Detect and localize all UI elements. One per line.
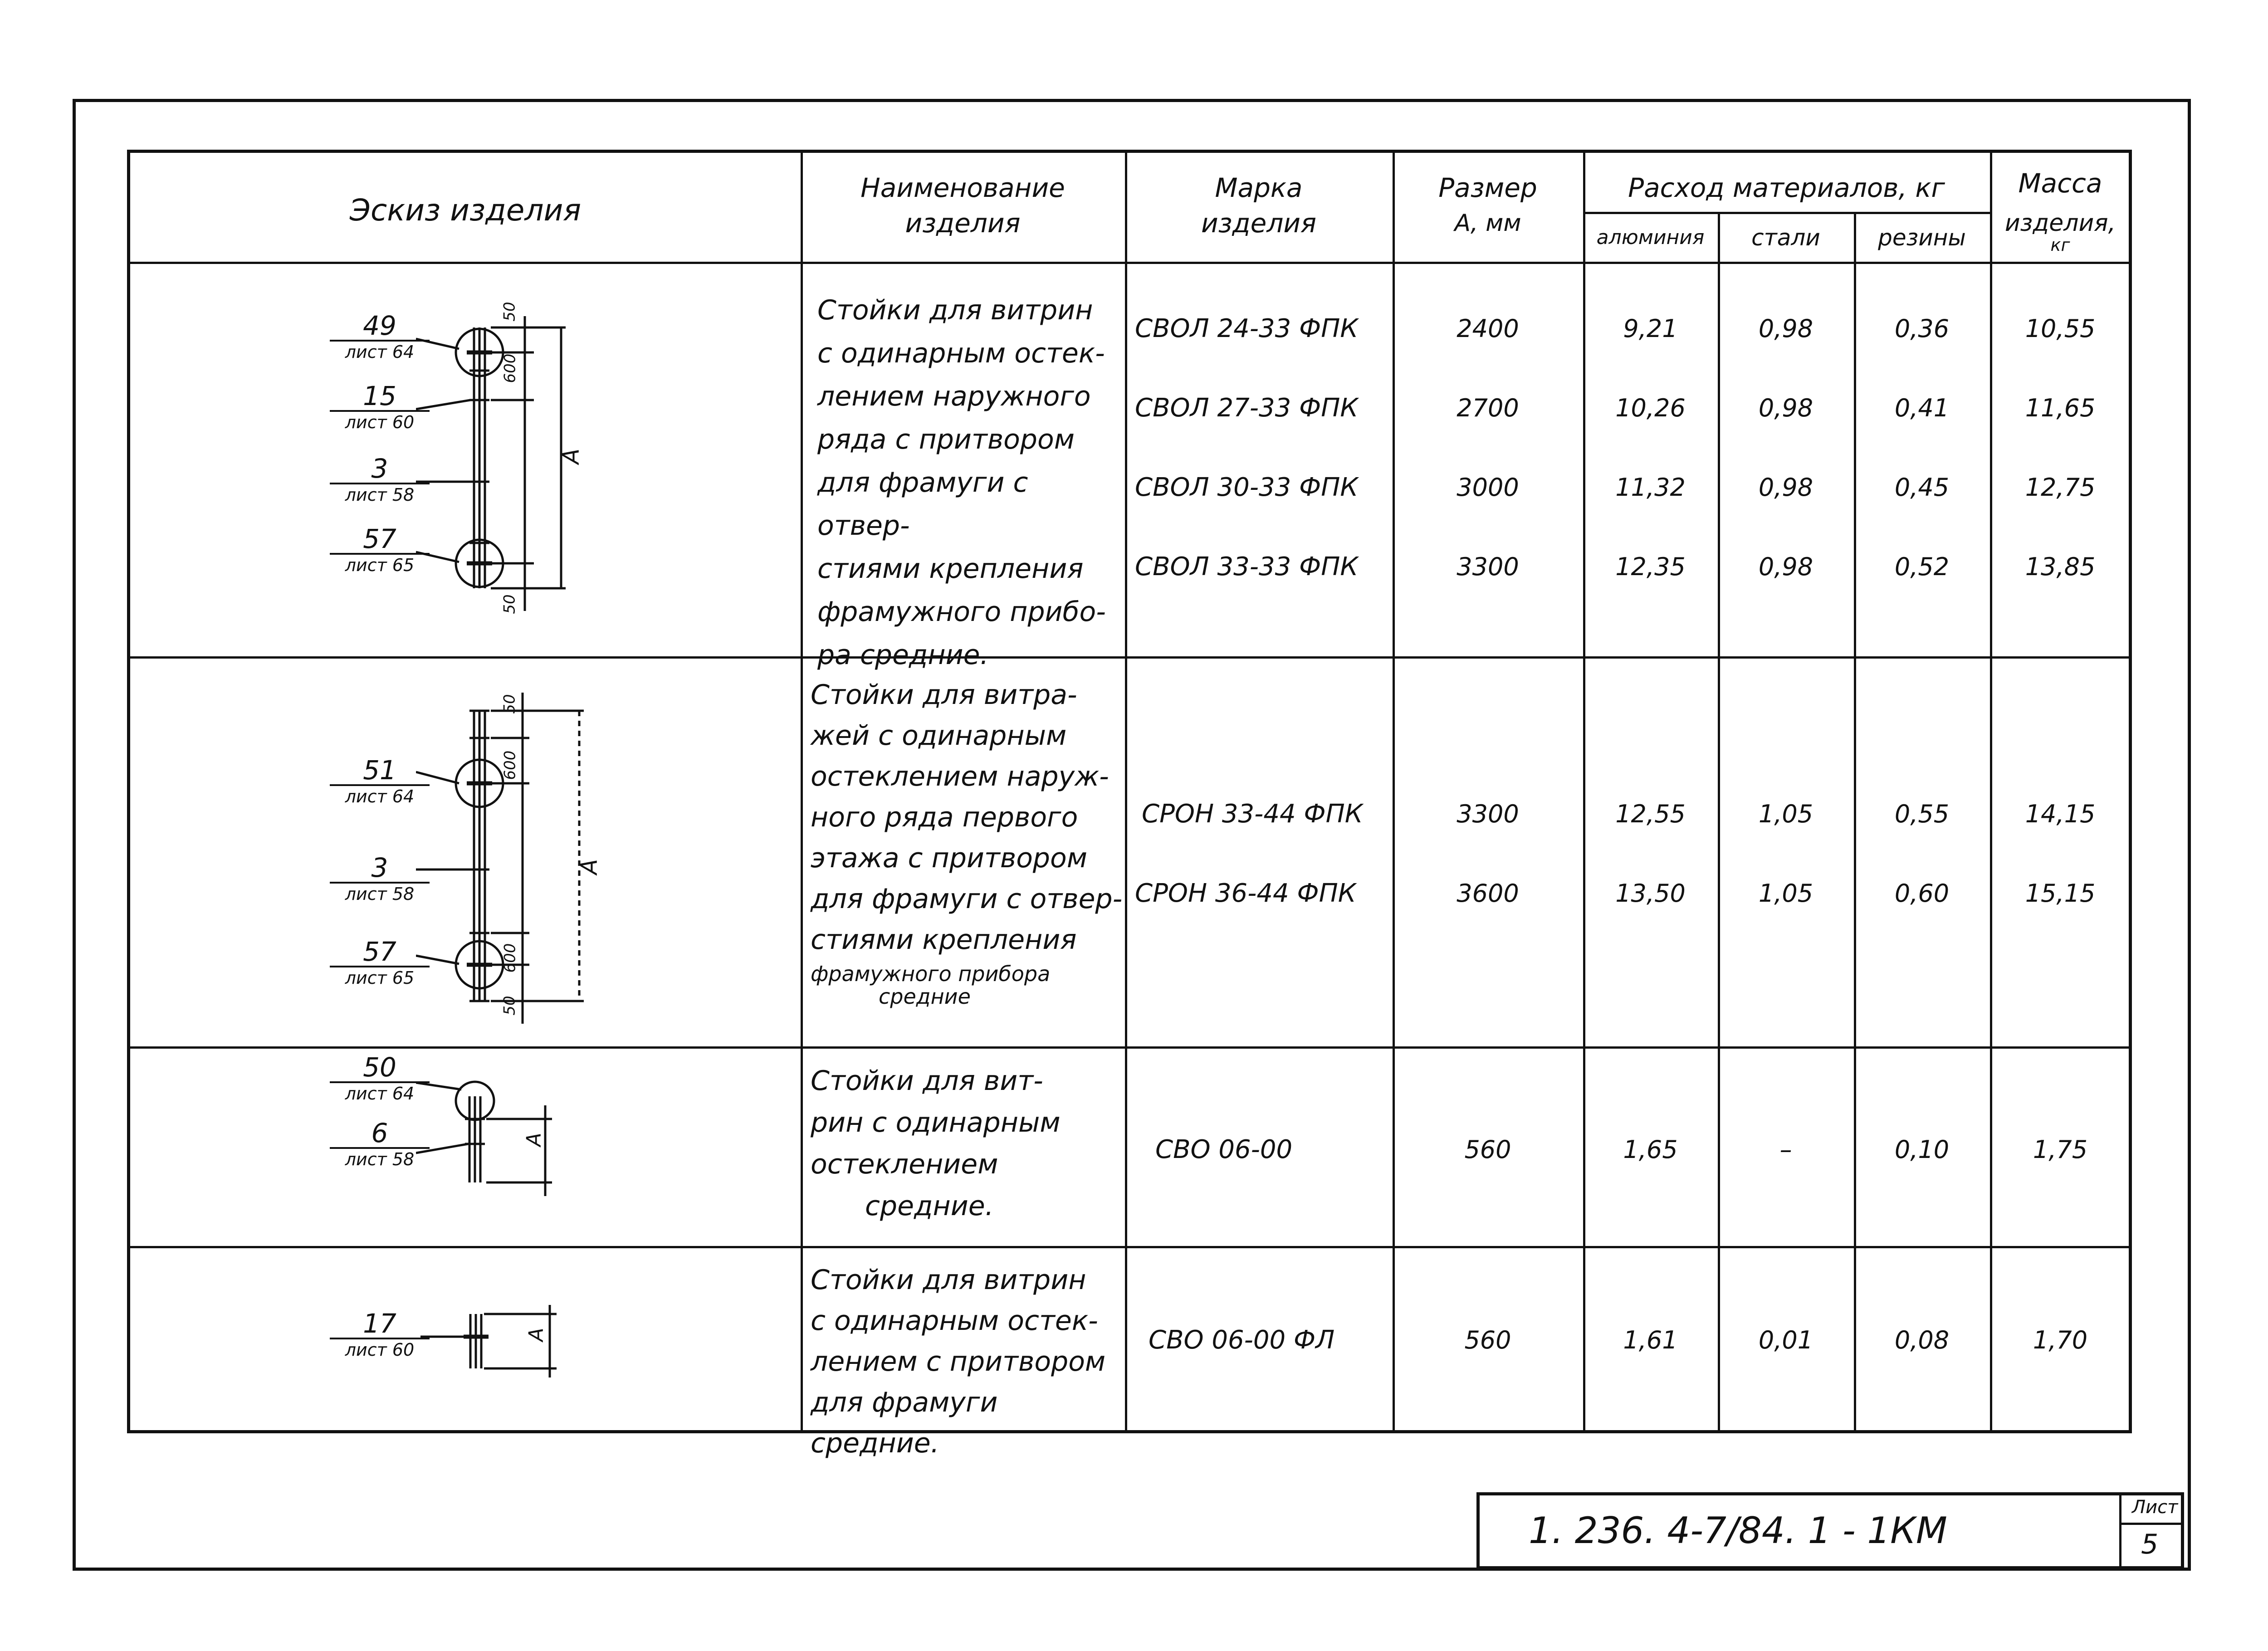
callout-49: 49 лист 64: [330, 312, 430, 362]
group-divider-1: [130, 656, 2131, 659]
stamp-divider: [2119, 1495, 2121, 1568]
group-1-sketch: [416, 316, 579, 643]
mark-cell: СРОН 33-44 ФПК: [1142, 799, 1363, 829]
stamp-sheet-divider: [2119, 1523, 2183, 1525]
col-divider-1: [801, 153, 803, 1432]
header-materials: Расход материалов, кг: [1628, 172, 1945, 203]
size-cell: 2700: [1457, 394, 1519, 422]
mass-cell: 12,75: [2025, 473, 2096, 502]
dim-a: А: [576, 859, 603, 875]
callout-6: 6 лист 58: [330, 1119, 430, 1170]
group-4-sketch: [420, 1300, 566, 1391]
steel-cell: 0,98: [1758, 314, 1813, 343]
rubber-cell: 0,41: [1894, 394, 1950, 422]
mark-cell: СВОЛ 30-33 ФПК: [1135, 473, 1359, 502]
callout-57b: 57 лист 65: [330, 938, 430, 988]
callout-3b: 3 лист 58: [330, 854, 430, 904]
dim-a: А: [558, 448, 585, 464]
size-cell: 3300: [1457, 800, 1519, 828]
dim-600-top: 600: [501, 750, 519, 780]
dim-a: А: [522, 1133, 546, 1147]
group-2-name: Стойки для витра- жей с одинарным остеклением наруж- ного ряда первого этажа с притвором для фрамуги с отвер- стиями крепления фрамужного прибора средние: [811, 679, 1123, 1009]
callout-57: 57 лист 65: [330, 525, 430, 576]
size-cell: 3300: [1457, 552, 1519, 581]
dim-top-50: 50: [500, 302, 519, 322]
mass-cell: 11,65: [2025, 394, 2096, 422]
group-2-sketch: [416, 693, 597, 1037]
group-1-name: Стойки для витрин с одинарным остек- лением наружного ряда с притвором для фрамуги с отвер- стиями крепления фрамужного прибо- ра средние.: [817, 294, 1106, 671]
aluminium-cell: 10,26: [1615, 394, 1686, 422]
mass-cell: 14,15: [2025, 800, 2096, 828]
rubber-cell: 0,52: [1894, 552, 1950, 581]
header-mass-unit: кг: [2050, 235, 2070, 255]
specification-table: [127, 150, 2132, 1459]
dim-bottom-50: 50: [500, 996, 519, 1016]
sheet-number: 5: [2141, 1529, 2159, 1560]
size-cell: 560: [1464, 1326, 1511, 1354]
dim-a: А: [524, 1328, 548, 1342]
aluminium-cell: 9,21: [1623, 314, 1678, 343]
document-code: 1. 236. 4-7/84. 1 - 1КМ: [1529, 1509, 1947, 1552]
sheet-label: Лист: [2132, 1497, 2178, 1518]
callout-50: 50 лист 64: [330, 1053, 430, 1104]
mark-cell: СВО 06-00 ФЛ: [1149, 1325, 1335, 1355]
header-size-1: Размер: [1438, 172, 1537, 203]
mass-cell: 1,75: [2033, 1135, 2088, 1164]
rubber-cell: 0,45: [1894, 473, 1950, 502]
header-name-2: изделия: [905, 208, 1021, 239]
aluminium-cell: 11,32: [1615, 473, 1686, 502]
aluminium-cell: 12,55: [1615, 800, 1686, 828]
group-divider-2: [130, 1046, 2131, 1049]
mass-cell: 15,15: [2025, 879, 2096, 908]
header-bottom: [130, 262, 2131, 264]
group-divider-3: [130, 1246, 2131, 1248]
steel-cell: 1,05: [1758, 879, 1813, 908]
size-cell: 2400: [1457, 314, 1519, 343]
aluminium-cell: 1,65: [1623, 1135, 1678, 1164]
callout-15: 15 лист 60: [330, 382, 430, 433]
header-rubber: резины: [1878, 225, 1966, 251]
dim-bottom-50: 50: [500, 594, 519, 614]
dim-top-50: 50: [500, 694, 519, 714]
size-cell: 560: [1464, 1135, 1511, 1164]
group-4-name: Стойки для витрин с одинарным остек- лением с притвором для фрамуги средние.: [811, 1264, 1106, 1459]
size-cell: 3600: [1457, 879, 1519, 908]
mass-cell: 1,70: [2033, 1326, 2088, 1354]
aluminium-cell: 13,50: [1615, 879, 1686, 908]
header-name-1: Наименование: [860, 172, 1065, 203]
rubber-cell: 0,36: [1894, 314, 1950, 343]
header-mass-2: изделия,: [2004, 210, 2116, 237]
mass-cell: 10,55: [2025, 314, 2096, 343]
rubber-cell: 0,08: [1894, 1326, 1950, 1354]
header-mark-1: Марка: [1215, 172, 1303, 203]
size-cell: 3000: [1457, 473, 1519, 502]
callout-51: 51 лист 64: [330, 756, 430, 807]
dim-600: 600: [501, 353, 519, 383]
mark-cell: СВОЛ 24-33 ФПК: [1135, 314, 1359, 343]
mark-cell: СВОЛ 27-33 ФПК: [1135, 393, 1359, 423]
steel-cell: 0,98: [1758, 552, 1813, 581]
dim-600-bottom: 600: [501, 943, 519, 973]
steel-cell: 0,98: [1758, 394, 1813, 422]
steel-cell: –: [1779, 1135, 1792, 1164]
callout-17: 17 лист 60: [330, 1309, 430, 1360]
aluminium-cell: 1,61: [1623, 1326, 1678, 1354]
header-mass-1: Масса: [2018, 168, 2102, 199]
mark-cell: СВО 06-00: [1155, 1135, 1293, 1164]
callout-3: 3 лист 58: [330, 454, 430, 505]
mark-cell: СРОН 36-44 ФПК: [1135, 879, 1356, 908]
steel-cell: 0,01: [1758, 1326, 1813, 1354]
header-sub-divider: [1583, 212, 1990, 214]
steel-cell: 1,05: [1758, 800, 1813, 828]
col-divider-2: [1125, 153, 1127, 1432]
rubber-cell: 0,60: [1894, 879, 1950, 908]
header-aluminium: алюминия: [1596, 226, 1705, 249]
rubber-cell: 0,10: [1894, 1135, 1950, 1164]
mark-cell: СВОЛ 33-33 ФПК: [1135, 552, 1359, 581]
header-mark-2: изделия: [1201, 208, 1316, 239]
aluminium-cell: 12,35: [1615, 552, 1686, 581]
group-3-name: Стойки для вит- рин с одинарным остеклением средние.: [811, 1065, 1061, 1222]
header-sketch: Эскиз изделия: [349, 193, 582, 228]
mass-cell: 13,85: [2025, 552, 2096, 581]
rubber-cell: 0,55: [1894, 800, 1950, 828]
steel-cell: 0,98: [1758, 473, 1813, 502]
header-steel: стали: [1751, 225, 1820, 251]
header-size-2: А, мм: [1454, 210, 1521, 237]
